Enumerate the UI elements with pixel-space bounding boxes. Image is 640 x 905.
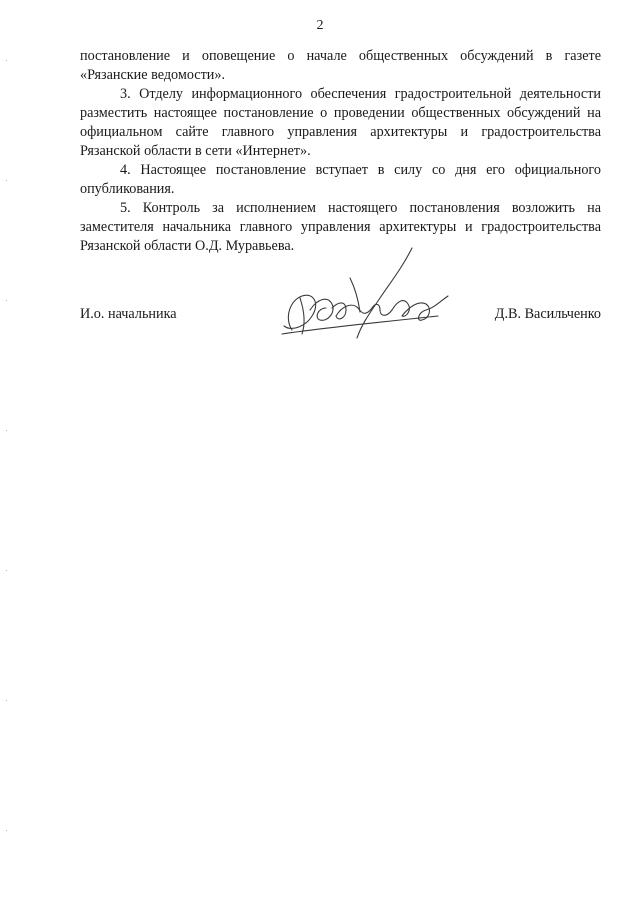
page-number: 2 — [316, 18, 324, 33]
scan-margin-marks — [5, 40, 8, 880]
paragraph-item-5: 5. Контроль за исполнением настоящего постановления возложить на заместителя начальника главного управления архитектуры и градостроительства Рязанской области О.Д. Муравьева. — [80, 200, 601, 254]
body-text — [80, 47, 601, 256]
paragraph-continuation: постановление и оповещение о начале общественных обсуждений в газете «Рязанские ведомости». — [80, 48, 601, 83]
handwritten-signature — [262, 238, 462, 348]
paragraph-item-3: 3. Отделу информационного обеспечения градостроительной деятельности разместить настоящее постановление о проведении общественных обсуждений на официальном сайте главного управления архитектуры и градостроительства Рязанской области в сети «Интернет». — [80, 86, 601, 159]
signatory-name: Д.В. Васильченко — [494, 306, 601, 322]
paragraph-item-4: 4. Настоящее постановление вступает в силу со дня его официального опубликования. — [80, 162, 601, 197]
signoff-block — [80, 296, 601, 356]
signatory-title: И.о. начальника — [80, 306, 177, 322]
